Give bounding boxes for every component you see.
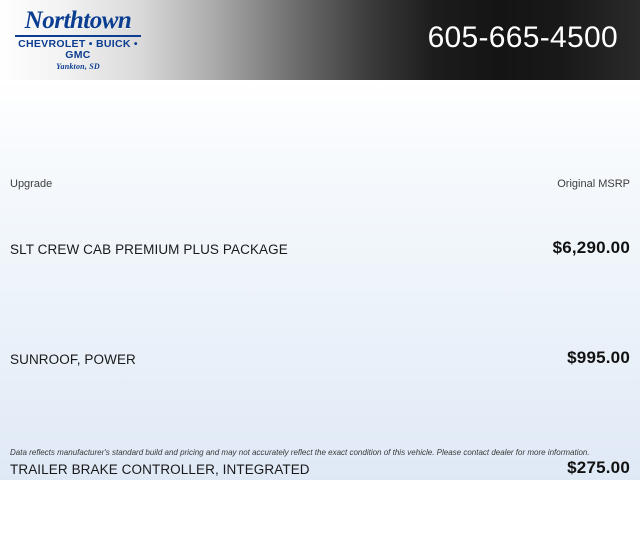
upgrade-price: $995.00	[567, 348, 630, 367]
table-row	[0, 220, 640, 330]
logo-divider	[15, 35, 141, 37]
table-header-row	[0, 178, 640, 194]
page-header	[0, 0, 640, 80]
logo-brands: CHEVROLET • BUICK • GMC	[18, 38, 138, 61]
column-header-original-msrp: Original MSRP	[557, 178, 630, 190]
disclaimer-text: Data reflects manufacturer's standard build and pricing and may not accurately reflect the exact condition of this vehicle. Please contact dealer for more information.	[10, 448, 590, 457]
dealer-phone-number[interactable]: 605-665-4500	[427, 21, 618, 54]
upgrades-sheet	[0, 80, 640, 480]
dealer-logo[interactable]	[12, 6, 144, 72]
upgrade-price: $275.00	[567, 458, 630, 477]
column-header-upgrade: Upgrade	[10, 178, 53, 190]
upgrade-price: $6,290.00	[552, 238, 630, 257]
logo-city: Yankton, SD	[56, 62, 100, 71]
upgrade-name: TRAILER BRAKE CONTROLLER, INTEGRATED	[10, 462, 310, 477]
logo-dealer-name: Northtown	[24, 7, 132, 34]
table-row	[0, 330, 640, 440]
upgrade-name: SLT CREW CAB PREMIUM PLUS PACKAGE	[10, 242, 288, 257]
upgrades-list	[0, 220, 640, 550]
upgrade-name: SUNROOF, POWER	[10, 352, 136, 367]
